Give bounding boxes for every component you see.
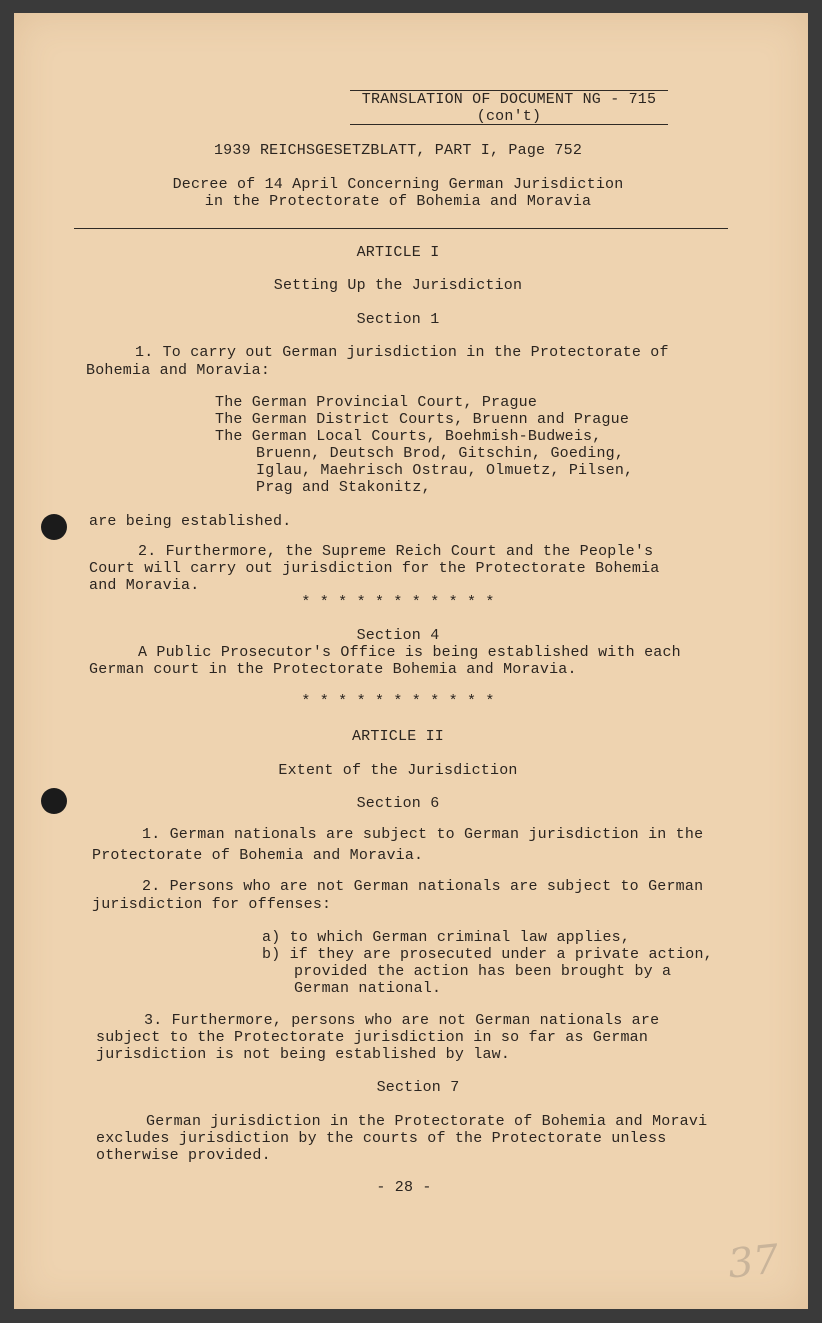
punch-hole-lower [41,788,67,814]
section-6-heading: Section 6 [356,795,440,812]
section-1-para-2-line2: Court will carry out jurisdiction for the Protectorate Bohemia [89,560,660,577]
decree-title-line2: in the Protectorate of Bohemia and Moravia [204,193,592,210]
title-separator-rule [74,228,728,229]
section-6-para-2-line2: jurisdiction for offenses: [92,896,332,913]
section-1-heading: Section 1 [356,311,440,328]
section-1-established: are being established. [89,513,292,530]
section-6-para-3-line3: jurisdiction is not being established by law. [96,1046,511,1063]
section-1-para-1-line2: Bohemia and Moravia: [86,362,271,379]
court-list-line: Bruenn, Deutsch Brod, Gitschin, Goeding, [256,445,625,462]
header-bottom-rule [350,124,668,125]
article-2-title: Extent of the Jurisdiction [278,762,518,779]
court-list-line: The German Provincial Court, Prague [215,394,538,411]
decree-title-line1: Decree of 14 April Concerning German Jurisdiction [172,176,624,193]
section-6-item-b-line3: German national. [294,980,442,997]
article-1-heading: ARTICLE I [356,244,440,261]
translation-title: TRANSLATION OF DOCUMENT NG - 715 [361,91,657,108]
translation-continued: (con't) [476,108,542,125]
source-citation: 1939 REICHSGESETZBLATT, PART I, Page 752 [213,142,583,159]
section-6-para-3-line2: subject to the Protectorate jurisdiction in so far as German [96,1029,649,1046]
court-list-line: Iglau, Maehrisch Ostrau, Olmuetz, Pilsen, [256,462,634,479]
section-7-line3: otherwise provided. [96,1147,271,1164]
section-4-heading: Section 4 [356,627,440,644]
section-6-item-a: a) to which German criminal law applies, [262,929,631,946]
section-7-heading: Section 7 [376,1079,460,1096]
section-6-para-3-line1: 3. Furthermore, persons who are not German nationals are [144,1012,660,1029]
section-6-para-1-line2: Protectorate of Bohemia and Moravia. [92,847,424,864]
punch-hole-upper [41,514,67,540]
section-7-line1: German jurisdiction in the Protectorate of Bohemia and Moravi [146,1113,708,1130]
court-list-line: The German Local Courts, Boehmish-Budweis, [215,428,602,445]
page-number: - 28 - [376,1179,432,1196]
handwritten-archive-number: 37 [725,1236,782,1288]
section-4-line1: A Public Prosecutor's Office is being established with each [138,644,681,661]
section-7-line2: excludes jurisdiction by the courts of the Protectorate unless [96,1130,667,1147]
section-1-para-1-line1: 1. To carry out German jurisdiction in the Protectorate of [135,344,669,361]
document-page [14,13,808,1309]
separator-asterisks-1: * * * * * * * * * * * [301,594,495,611]
section-1-para-2-line3: and Moravia. [89,577,200,594]
court-list-line: The German District Courts, Bruenn and Prague [215,411,630,428]
article-1-title: Setting Up the Jurisdiction [273,277,523,294]
section-6-para-1-line1: 1. German nationals are subject to German jurisdiction in the [142,826,704,843]
section-6-item-b-line1: b) if they are prosecuted under a private action, [262,946,713,963]
separator-asterisks-2: * * * * * * * * * * * [301,693,495,710]
article-2-heading: ARTICLE II [351,728,444,745]
section-6-item-b-line2: provided the action has been brought by a [294,963,672,980]
section-4-line2: German court in the Protectorate Bohemia and Moravia. [89,661,577,678]
section-1-para-2-line1: 2. Furthermore, the Supreme Reich Court and the People's [138,543,654,560]
court-list-line: Prag and Stakonitz, [256,479,431,496]
section-6-para-2-line1: 2. Persons who are not German nationals are subject to German [142,878,704,895]
